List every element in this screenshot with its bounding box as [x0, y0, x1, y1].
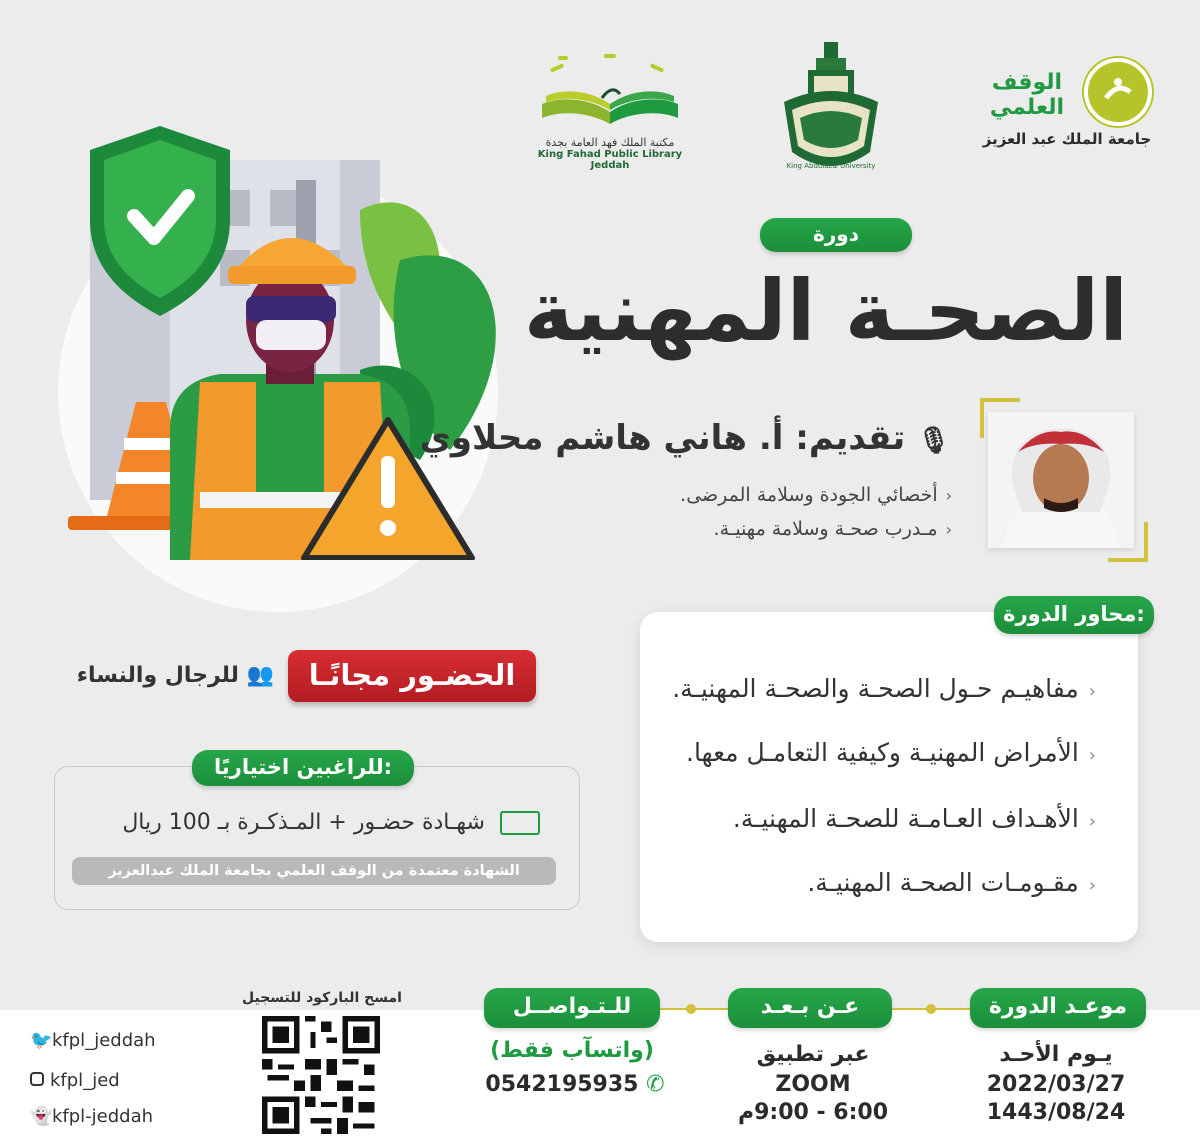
- waqf-emblem-icon: [1084, 58, 1152, 126]
- chevron-left-icon: ‹: [1088, 681, 1096, 702]
- whatsapp-icon: ✆: [646, 1072, 665, 1097]
- topics-heading-pill: محاور الدورة:: [994, 596, 1154, 634]
- chevron-left-icon: ‹: [945, 520, 952, 539]
- remote-label-pill: عـن بـعـد: [728, 988, 892, 1028]
- library-name-english: King Fahad Public Library Jeddah: [537, 149, 683, 171]
- registration-qr-code[interactable]: [260, 1016, 382, 1134]
- library-logo: [520, 52, 700, 171]
- twitter-icon: 🐦: [30, 1030, 53, 1051]
- schedule-day: يـوم الأحـد: [999, 1042, 1113, 1067]
- certificate-line: شهـادة حضـور + المـذكـرة بـ 100 ريال: [80, 810, 540, 835]
- optional-heading-pill: للراغبين اختياريًا:: [192, 750, 414, 786]
- open-book-icon: [520, 52, 700, 132]
- library-name-arabic: مكتبة الملك فهد العامة بجدة: [545, 136, 675, 149]
- accreditation-note: الشهادة معتمدة من الوقف العلمي بجامعة الملك عبدالعزيز: [72, 857, 556, 885]
- chevron-left-icon: ‹: [1088, 875, 1096, 896]
- presenter-line: [390, 418, 950, 458]
- presenter-bullet: ‹مـدرب صحـة وسلامة مهنيـة.: [713, 518, 952, 540]
- people-icon: 👥: [246, 663, 274, 688]
- presenter-bullet: ‹أخصائي الجودة وسلامة المرضى.: [680, 484, 952, 506]
- audience-label: 👥 للرجال والنساء: [76, 663, 274, 688]
- chevron-left-icon: ‹: [1088, 745, 1096, 766]
- presenter-photo: [988, 412, 1134, 548]
- presenter-name: تقديم: أ. هاني هاشم محلاوي: [419, 418, 906, 458]
- snapchat-icon: 👻: [30, 1106, 53, 1127]
- contact-phone-row: [470, 1072, 680, 1097]
- connector-dot: [686, 1004, 696, 1014]
- schedule-label-pill: موعـد الدورة: [970, 988, 1146, 1028]
- kau-english-name: King Abdulaziz University: [786, 162, 876, 170]
- social-twitter[interactable]: 🐦kfpl_jeddah: [30, 1030, 156, 1051]
- contact-note: (واتسآب فقط): [490, 1038, 654, 1063]
- course-label-pill: دورة: [760, 218, 912, 252]
- contact-phone[interactable]: 0542195935: [485, 1072, 639, 1097]
- chevron-left-icon: ‹: [945, 486, 952, 505]
- remote-time: 6:00 - 9:00م: [737, 1100, 889, 1125]
- microphone-icon: 🎙: [916, 426, 950, 456]
- topic-item: ‹مقـومـات الصحـة المهنيـة.: [807, 868, 1096, 897]
- chevron-left-icon: ‹: [1088, 811, 1096, 832]
- schedule-date-gregorian: 2022/03/27: [986, 1072, 1126, 1097]
- kau-logo: [778, 40, 884, 180]
- optional-box: [54, 766, 580, 910]
- certificate-icon: [500, 811, 540, 835]
- waqf-logo: [972, 56, 1162, 156]
- schedule-date-hijri: 1443/08/24: [986, 1100, 1126, 1125]
- connector-dot: [926, 1004, 936, 1014]
- remote-app-name: ZOOM: [775, 1072, 851, 1097]
- course-title: الصحـة المهنية: [523, 262, 1128, 360]
- social-snapchat[interactable]: 👻kfpl-jeddah: [30, 1106, 154, 1127]
- qr-caption: امسح الباركود للتسجيل: [242, 990, 402, 1006]
- kau-name-arabic: جامعة الملك عبد العزيز: [982, 130, 1152, 148]
- topic-item: ‹الأهـداف العـامـة للصحـة المهنيـة.: [732, 804, 1096, 833]
- free-attendance-badge: الحضـور مجانًـا: [288, 650, 536, 702]
- contact-label-pill: للـتـواصــل: [484, 988, 660, 1028]
- instagram-icon: [30, 1072, 44, 1086]
- social-instagram[interactable]: kfpl_jed: [30, 1070, 120, 1091]
- kau-emblem-icon: [778, 40, 884, 180]
- waqf-name: الوقف العلمي: [989, 70, 1065, 120]
- remote-app-line: عبر تطبيق: [756, 1042, 870, 1067]
- topic-item: ‹الأمراض المهنيـة وكيفية التعامـل معها.: [686, 738, 1096, 767]
- topic-item: ‹مفاهيـم حـول الصحـة والصحـة المهنيـة.: [672, 674, 1096, 703]
